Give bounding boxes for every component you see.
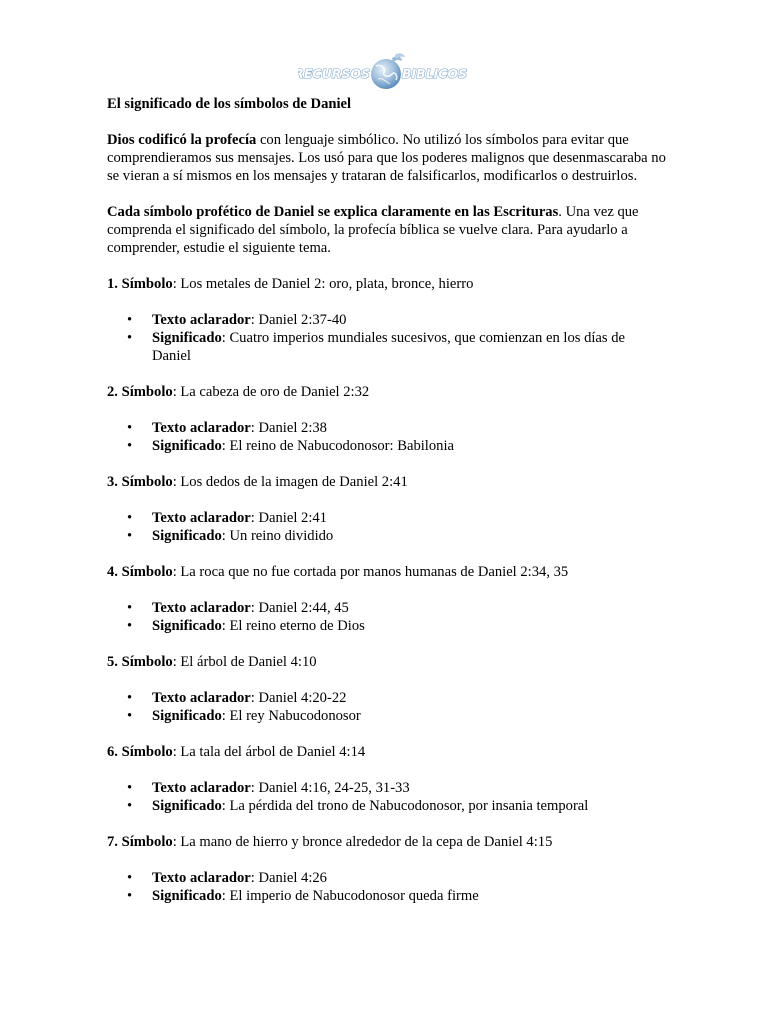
symbol-label: 5. Símbolo (107, 654, 173, 670)
significado-label: Significado (152, 330, 222, 346)
significado-value: : El reino de Nabucodonosor: Babilonia (221, 438, 454, 454)
list-item (152, 419, 667, 437)
significado-label: Significado (152, 528, 222, 544)
symbol-label: 6. Símbolo (107, 744, 173, 760)
logo-right-text: BIBLICOS (402, 66, 468, 81)
symbol-label: 4. Símbolo (107, 564, 173, 580)
texto-value: : Daniel 2:38 (250, 420, 327, 436)
significado-label: Significado (152, 618, 222, 634)
symbol-4-heading (107, 563, 667, 581)
list-item (152, 329, 667, 365)
symbol-text: : Los dedos de la imagen de Daniel 2:41 (172, 474, 408, 490)
list-item (152, 779, 667, 797)
significado-value: : El rey Nabucodonosor (221, 708, 361, 724)
texto-value: : Daniel 2:37-40 (250, 312, 347, 328)
list-item (152, 869, 667, 887)
logo-left-text: RECURSOS (298, 66, 370, 81)
texto-label: Texto aclarador (152, 870, 251, 886)
symbol-1-details (107, 311, 667, 365)
texto-label: Texto aclarador (152, 600, 251, 616)
recursos-biblicos-logo (298, 52, 474, 94)
list-item (152, 599, 667, 617)
list-item (152, 437, 667, 455)
symbol-7-details (107, 869, 667, 905)
symbol-text: : Los metales de Daniel 2: oro, plata, bronce, hierro (172, 276, 474, 292)
symbol-label: 3. Símbolo (107, 474, 173, 490)
texto-label: Texto aclarador (152, 780, 251, 796)
document-title: El significado de los símbolos de Daniel (107, 96, 352, 112)
document-body (107, 95, 667, 923)
list-item (152, 311, 667, 329)
texto-label: Texto aclarador (152, 420, 251, 436)
list-item (152, 887, 667, 905)
texto-value: : Daniel 4:20-22 (250, 690, 347, 706)
list-item (152, 617, 667, 635)
texto-value: : Daniel 2:41 (250, 510, 327, 526)
texto-label: Texto aclarador (152, 690, 251, 706)
symbol-5-details (107, 689, 667, 725)
symbol-text: : La tala del árbol de Daniel 4:14 (172, 744, 366, 760)
symbol-1-heading (107, 275, 667, 293)
list-item (152, 689, 667, 707)
significado-value: : Cuatro imperios mundiales sucesivos, que comienzan en los días de Daniel (152, 330, 626, 364)
symbol-text: : La roca que no fue cortada por manos humanas de Daniel 2:34, 35 (172, 564, 569, 580)
texto-label: Texto aclarador (152, 312, 251, 328)
symbol-text: : El árbol de Daniel 4:10 (172, 654, 317, 670)
significado-value: : Un reino dividido (221, 528, 334, 544)
significado-value: : El reino eterno de Dios (221, 618, 365, 634)
symbol-4-details (107, 599, 667, 635)
symbol-label: 7. Símbolo (107, 834, 173, 850)
list-item (152, 797, 667, 815)
significado-value: : El imperio de Nabucodonosor queda firme (221, 888, 479, 904)
significado-label: Significado (152, 708, 222, 724)
symbol-6-heading (107, 743, 667, 761)
symbol-6-details (107, 779, 667, 815)
list-item (152, 527, 667, 545)
list-item (152, 707, 667, 725)
symbol-2-heading (107, 383, 667, 401)
significado-value: : La pérdida del trono de Nabucodonosor, por insania temporal (221, 798, 589, 814)
symbol-7-heading (107, 833, 667, 851)
intro-2-text: . Una vez que comprenda el significado del símbolo, la profecía bíblica se vuelve clara. Para ayudarlo a comprender, estudie el siguiente tema. (107, 204, 639, 256)
symbol-label: 1. Símbolo (107, 276, 173, 292)
symbol-text: : La mano de hierro y bronce alrededor de la cepa de Daniel 4:15 (172, 834, 553, 850)
symbol-label: 2. Símbolo (107, 384, 173, 400)
significado-label: Significado (152, 888, 222, 904)
texto-label: Texto aclarador (152, 510, 251, 526)
intro-1-bold: Dios codificó la profecía (107, 132, 257, 148)
symbol-5-heading (107, 653, 667, 671)
symbol-3-heading (107, 473, 667, 491)
intro-paragraph-2 (107, 203, 667, 257)
intro-paragraph-1 (107, 131, 667, 185)
significado-label: Significado (152, 798, 222, 814)
symbol-text: : La cabeza de oro de Daniel 2:32 (172, 384, 370, 400)
texto-value: : Daniel 2:44, 45 (250, 600, 349, 616)
symbol-2-details (107, 419, 667, 455)
texto-value: : Daniel 4:26 (250, 870, 327, 886)
intro-1-text: con lenguaje simbólico. No utilizó los símbolos para evitar que comprendieramos sus mensajes. Los usó para que los poderes malignos que desenmascaraba no se vieran a sí mismos en los mensajes y trataran de falsificarlos, modificarlos o destruirlos. (107, 132, 666, 184)
significado-label: Significado (152, 438, 222, 454)
texto-value: : Daniel 4:16, 24-25, 31-33 (250, 780, 410, 796)
symbol-3-details (107, 509, 667, 545)
globe-logo-icon (298, 52, 474, 94)
list-item (152, 509, 667, 527)
intro-2-bold: Cada símbolo profético de Daniel se explica claramente en las Escrituras (107, 204, 559, 220)
